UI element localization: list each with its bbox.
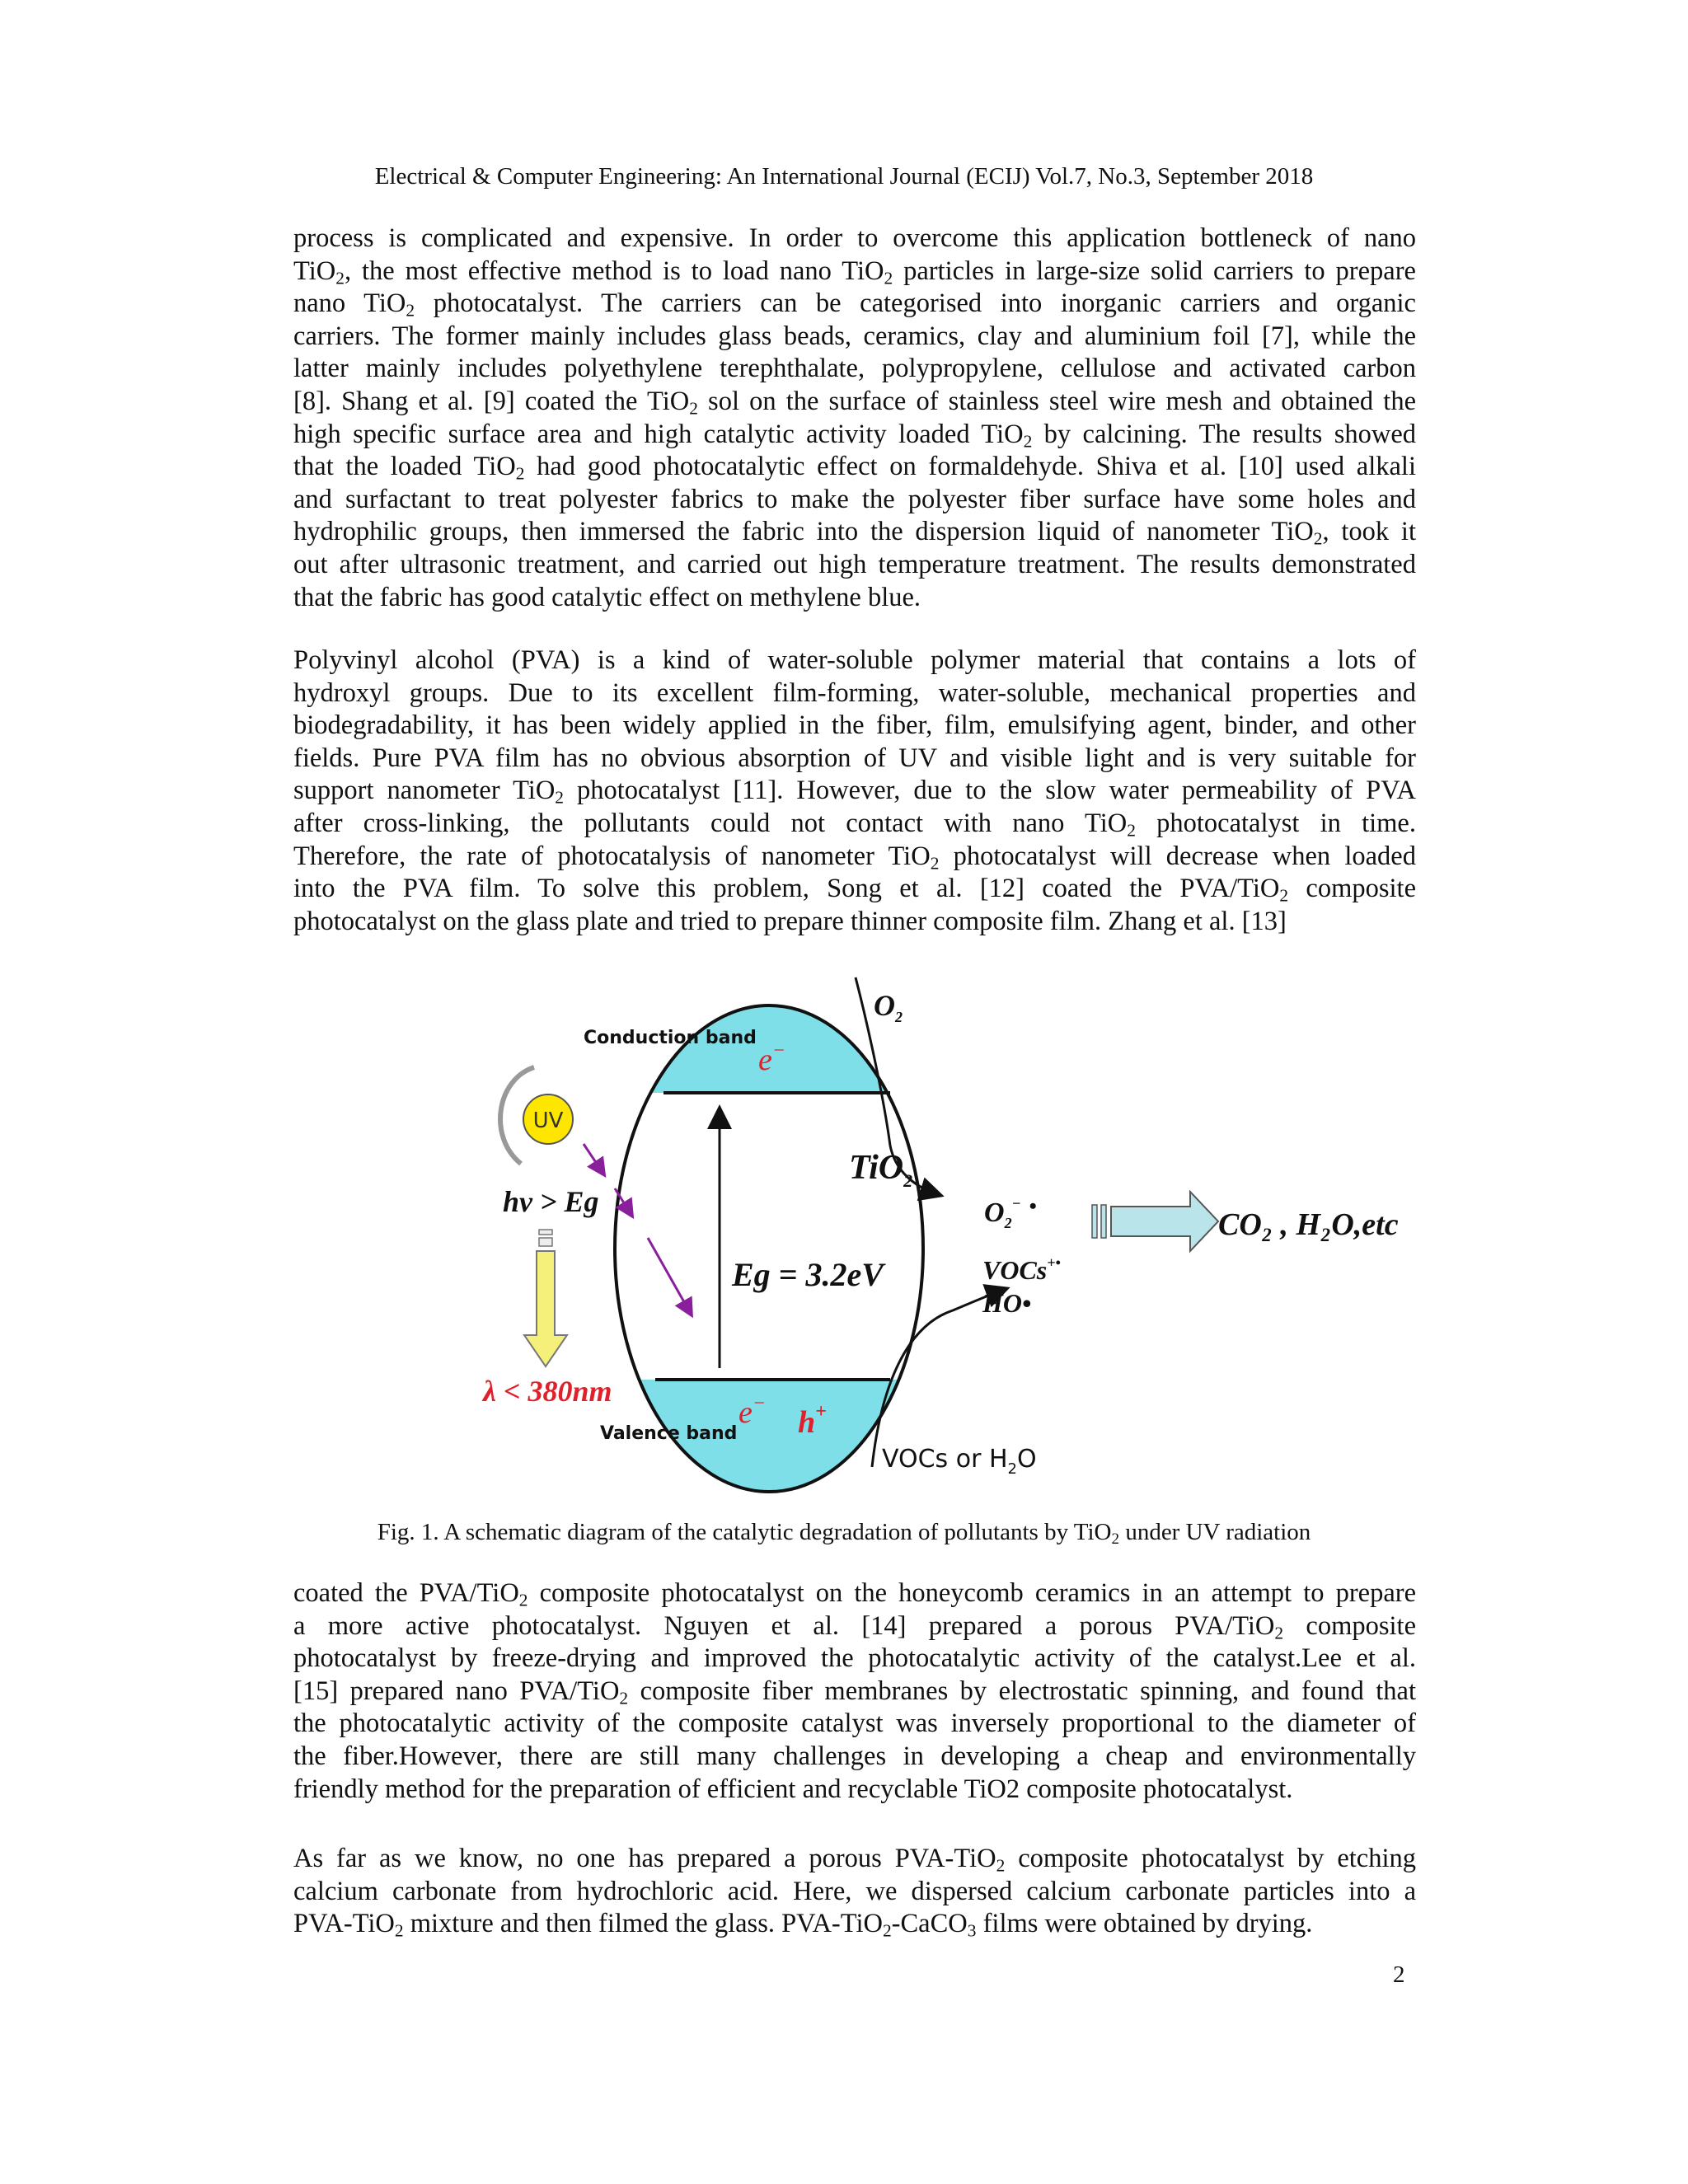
text-run: under UV radiation xyxy=(1119,1519,1311,1545)
subscript: 2 xyxy=(394,1920,404,1941)
paragraph-4 xyxy=(293,1843,1416,1941)
text-line: biodegradability, it has been widely applied in the fiber, film, emulsifying agent, binder, and other xyxy=(293,710,1416,741)
text-line: fields. Pure PVA film has no obvious absorption of UV and visible light and is very suitable for xyxy=(293,743,1416,773)
band-gap-label: Eg = 3.2eV xyxy=(732,1256,884,1293)
text-run: sol on the surface of stainless steel wire mesh and obtained the xyxy=(697,386,1416,416)
text-line xyxy=(293,775,1416,808)
subscript: 2 xyxy=(882,1920,892,1941)
hydroxyl-radical-label: HO• xyxy=(982,1288,1032,1318)
electron-conduction: e− xyxy=(758,1040,786,1077)
subscript: 2 xyxy=(1279,885,1289,906)
text-line: hydroxyl groups. Due to its excellent film-forming, water-soluble, mechanical properties and xyxy=(293,677,1416,708)
text-run: photocatalyst in time. xyxy=(1135,808,1416,838)
subscript: 2 xyxy=(1111,1530,1120,1548)
text-run: particles in large-size solid carriers to prepare xyxy=(893,255,1416,286)
text-run: coated the PVA/TiO xyxy=(293,1578,519,1608)
superoxide-label: $O_2^-$ • xyxy=(984,1194,1037,1231)
text-line: the photocatalytic activity of the composite catalyst was inversely proportional to the diameter of xyxy=(293,1708,1416,1739)
subscript: 2 xyxy=(1274,1622,1284,1643)
hole-valence: h+ xyxy=(798,1401,827,1440)
text-run: -CaCO xyxy=(891,1909,968,1939)
text-line: friendly method for the preparation of efficient and recyclable TiO2 composite photocatalyst. xyxy=(293,1774,1293,1804)
page-number: 2 xyxy=(1393,1961,1405,1988)
text-line: calcium carbonate from hydrochloric acid. Here, we dispersed calcium carbonate particles into a xyxy=(293,1876,1416,1906)
text-run: a more active photocatalyst. Nguyen et al. [14] prepared a porous PVA/TiO xyxy=(293,1610,1275,1641)
text-line: latter mainly includes polyethylene terephthalate, polypropylene, cellulose and activated carbon xyxy=(293,354,1416,384)
uv-arrow-cap-1 xyxy=(539,1230,552,1235)
subscript: 2 xyxy=(619,1688,629,1708)
subscript: 2 xyxy=(555,787,565,808)
text-run: photocatalyst [11]. However, due to the slow water permeability of PVA xyxy=(564,776,1416,806)
subscript: 2 xyxy=(884,267,893,288)
subscript: 3 xyxy=(967,1920,977,1941)
subscript: 2 xyxy=(406,300,415,321)
text-run: that the loaded TiO xyxy=(293,452,516,482)
text-line xyxy=(293,386,1416,419)
text-run: photocatalyst will decrease when loaded xyxy=(939,841,1416,871)
subscript: 2 xyxy=(518,1590,528,1610)
text-run: PVA-TiO xyxy=(293,1909,395,1939)
text-run: , took it xyxy=(1322,517,1416,547)
uv-label: UV xyxy=(532,1108,564,1133)
text-line xyxy=(293,451,1416,484)
text-run: high specific surface area and high catalytic activity loaded TiO xyxy=(293,419,1024,449)
text-line xyxy=(293,1908,1416,1941)
text-run: [8]. Shang et al. [9] coated the TiO xyxy=(293,386,690,416)
text-run: hydrophilic groups, then immersed the fabric into the dispersion liquid of nanometer TiO xyxy=(293,517,1314,547)
valence-band-label: Valence band xyxy=(600,1423,738,1444)
text-run: , the most effective method is to load nano TiO xyxy=(344,255,884,286)
text-run: Fig. 1. A schematic diagram of the catalytic degradation of pollutants by TiO xyxy=(377,1519,1112,1545)
figure-1-diagram xyxy=(462,972,1409,1500)
text-line xyxy=(293,1843,1416,1876)
subscript: 2 xyxy=(996,1855,1006,1876)
subscript: 2 xyxy=(1313,528,1323,549)
text-run: films were obtained by drying. xyxy=(976,1909,1313,1939)
text-run: composite xyxy=(1288,874,1416,904)
paragraph-1 xyxy=(293,223,1416,614)
text-run: composite photocatalyst by etching xyxy=(1005,1844,1416,1873)
conduction-band-label: Conduction band xyxy=(584,1028,757,1048)
subscript: 2 xyxy=(930,852,940,873)
text-line xyxy=(293,841,1416,874)
text-line: photocatalyst by freeze-drying and improved the photocatalytic activity of the catalyst.Lee et al. xyxy=(293,1643,1416,1674)
text-run: by calcining. The results showed xyxy=(1032,419,1416,449)
text-run: had good photocatalytic effect on formaldehyde. Shiva et al. [10] used alkali xyxy=(524,452,1416,482)
text-line xyxy=(293,1610,1416,1643)
subscript: 2 xyxy=(1023,430,1033,451)
electron-valence: e− xyxy=(738,1393,767,1430)
oxygen-label: $O_2$ xyxy=(874,989,903,1025)
products-label: CO₂ , H₂O,etc xyxy=(1218,1207,1399,1242)
text-line: Polyvinyl alcohol (PVA) is a kind of water-soluble polymer material that contains a lots of xyxy=(293,645,1416,675)
text-run: Therefore, the rate of photocatalysis of nanometer TiO xyxy=(293,841,931,871)
photon-energy-label: hv > Eg xyxy=(503,1185,599,1218)
products-arrow xyxy=(1111,1192,1218,1251)
text-line xyxy=(293,516,1416,549)
subscript: 2 xyxy=(689,398,698,419)
text-run: after cross-linking, the pollutants could not contact with nano TiO xyxy=(293,808,1128,838)
text-run: composite xyxy=(1283,1610,1416,1641)
photon-arrow-1 xyxy=(584,1144,603,1174)
uv-arrow-cap-2 xyxy=(539,1238,552,1246)
vocs-radical-label: VOCs+• xyxy=(982,1254,1061,1285)
text-line xyxy=(293,255,1416,288)
text-run: mixture and then filmed the glass. PVA-TiO xyxy=(403,1909,883,1939)
text-run: composite photocatalyst on the honeycomb ceramics in an attempt to prepare xyxy=(528,1578,1416,1608)
text-run: nano TiO xyxy=(293,288,406,319)
figure-caption xyxy=(0,1519,1688,1546)
text-run: TiO xyxy=(293,255,336,286)
text-line: the fiber.However, there are still many challenges in developing a cheap and environmentally xyxy=(293,1741,1416,1771)
text-run: support nanometer TiO xyxy=(293,776,556,806)
paragraph-3 xyxy=(293,1577,1416,1806)
text-line xyxy=(293,873,1416,906)
running-header: Electrical & Computer Engineering: An International Journal (ECIJ) Vol.7, No.3, September 2018 xyxy=(374,163,1314,190)
text-run: As far as we know, no one has prepared a porous PVA-TiO xyxy=(293,1844,996,1873)
uv-wavelength-arrow xyxy=(524,1251,567,1366)
subscript: 2 xyxy=(335,267,345,288)
text-line: out after ultrasonic treatment, and carried out high temperature treatment. The results demonstrated xyxy=(293,549,1416,579)
wavelength-label: λ < 380nm xyxy=(483,1375,612,1408)
text-line xyxy=(293,1675,1416,1708)
text-line: photocatalyst on the glass plate and tried to prepare thinner composite film. Zhang et al. [13] xyxy=(293,906,1287,936)
products-arrow-bar-1 xyxy=(1092,1205,1097,1238)
text-line xyxy=(293,1577,1416,1610)
subscript: 2 xyxy=(515,463,525,484)
paragraph-2 xyxy=(293,644,1416,938)
text-line: carriers. The former mainly includes glass beads, ceramics, clay and aluminium foil [7], while the xyxy=(293,321,1416,351)
text-line: process is complicated and expensive. In order to overcome this application bottleneck of nano xyxy=(293,223,1416,253)
text-run: photocatalyst. The carriers can be categorised into inorganic carriers and organic xyxy=(415,288,1416,319)
products-arrow-bar-2 xyxy=(1101,1205,1106,1238)
text-run: into the PVA film. To solve this problem, Song et al. [12] coated the PVA/TiO xyxy=(293,874,1280,904)
text-line: that the fabric has good catalytic effect on methylene blue. xyxy=(293,582,921,612)
tio2-label: TiO$_2$ xyxy=(849,1149,913,1191)
text-run: composite fiber membranes by electrostatic spinning, and found that xyxy=(628,1675,1416,1706)
text-line xyxy=(293,808,1416,841)
text-line xyxy=(293,419,1416,452)
photon-arrow-3 xyxy=(648,1238,691,1314)
vocs-water-label: VOCs or $H_2O$ xyxy=(882,1445,1037,1478)
subscript: 2 xyxy=(1127,820,1136,841)
text-run: [15] prepared nano PVA/TiO xyxy=(293,1675,620,1706)
text-line xyxy=(293,288,1416,321)
text-line: and surfactant to treat polyester fabrics to make the polyester fiber surface have some holes and xyxy=(293,484,1416,514)
